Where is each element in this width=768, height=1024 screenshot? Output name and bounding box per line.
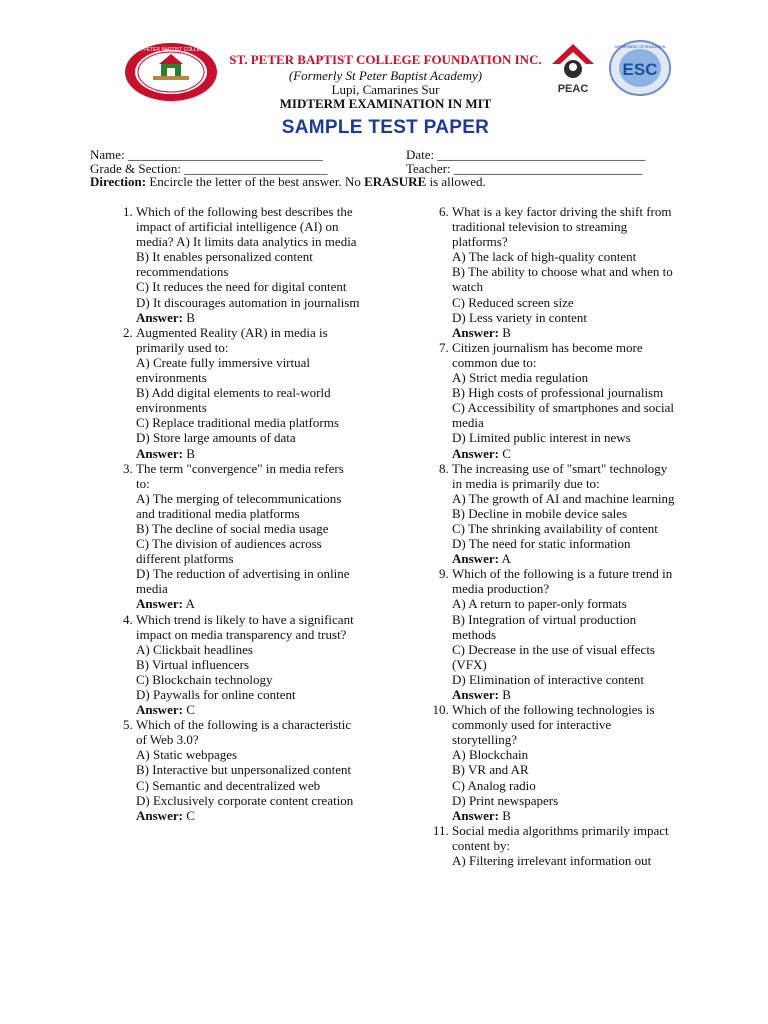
answer-option[interactable]: A) Strict media regulation: [452, 370, 589, 386]
answer-label: Answer:: [452, 687, 499, 702]
answer-option[interactable]: B) Integration of virtual production methods: [452, 611, 637, 642]
answer-option[interactable]: C) The shrinking availability of content: [452, 520, 658, 536]
question-text: Which trend is likely to have a significant impact on media transparency and trust?: [136, 611, 354, 642]
answer-key: [136, 310, 360, 325]
answer-key: [452, 551, 678, 566]
questions-left-column: [110, 204, 360, 823]
exam-title: MIDTERM EXAMINATION IN MIT: [279, 96, 492, 111]
answer-option[interactable]: C) Accessibility of smartphones and social media: [452, 400, 675, 431]
answer-option[interactable]: C) Reduced screen size: [452, 294, 574, 310]
answer-option[interactable]: B) Decline in mobile device sales: [452, 505, 628, 521]
answer-option[interactable]: D) It discourages automation in journalism: [136, 294, 360, 310]
answer-option[interactable]: A) Blockchain: [452, 747, 529, 763]
direction-label: Direction:: [90, 174, 147, 189]
peac-logo-text: PEAC: [557, 83, 589, 95]
answer-value: B: [498, 687, 511, 702]
answer-option[interactable]: D) Limited public interest in news: [452, 430, 631, 446]
college-seal-logo: [123, 42, 219, 102]
answer-option[interactable]: A) The merging of telecommunications and traditional media platforms: [136, 490, 342, 521]
erasure-word: ERASURE: [364, 174, 427, 189]
question-item: [136, 717, 360, 823]
name-field[interactable]: Name: ______________________________: [90, 147, 323, 162]
page-title: SAMPLE TEST PAPER: [281, 117, 490, 138]
answer-value: B: [182, 445, 195, 461]
answer-key: [452, 687, 678, 702]
answer-key: [452, 446, 678, 461]
answer-option[interactable]: B) The decline of social media usage: [136, 520, 329, 536]
answer-key: [136, 446, 360, 461]
answer-label: Answer:: [136, 702, 183, 718]
question-text: Social media algorithms primarily impact content by:: [452, 822, 669, 853]
question-text: Citizen journalism has become more common due to:: [452, 339, 643, 370]
question-item: [452, 461, 678, 567]
question-item: [452, 204, 678, 340]
answer-label: Answer:: [136, 445, 183, 461]
answer-option[interactable]: B) The ability to choose what and when to watch: [452, 264, 673, 295]
question-text: Which of the following is a characteristic of Web 3.0?: [136, 717, 352, 748]
answer-value: B: [498, 807, 511, 823]
answer-label: Answer:: [136, 309, 183, 325]
answer-option[interactable]: D) The reduction of advertising in online media: [136, 566, 350, 597]
answer-option[interactable]: A) Clickbait headlines: [136, 641, 253, 657]
answer-key: [452, 808, 678, 823]
answer-label: Answer:: [452, 445, 499, 461]
answer-key: [136, 596, 360, 611]
question-text: What is a key factor driving the shift from traditional television to streaming platforms?: [452, 204, 672, 250]
answer-option[interactable]: A) Filtering irrelevant information out: [452, 853, 652, 869]
answer-option[interactable]: C) Blockchain technology: [136, 671, 273, 687]
answer-option[interactable]: C) It reduces the need for digital content: [136, 279, 347, 295]
question-list-right: [426, 204, 678, 868]
question-text: Which of the following technologies is commonly used for interactive storytelling?: [452, 702, 655, 748]
answer-option[interactable]: B) Add digital elements to real-world environments: [136, 385, 331, 416]
question-item: [452, 702, 678, 823]
question-text: Which of the following best describes the impact of artificial intelligence (AI) on media? A) It limits data analytics in media: [136, 204, 357, 250]
answer-option[interactable]: B) VR and AR: [452, 762, 529, 778]
answer-option[interactable]: C) The division of audiences across different platforms: [136, 536, 322, 567]
question-text: The term "convergence" in media refers to:: [136, 460, 344, 491]
answer-value: A: [498, 551, 511, 567]
question-item: [136, 612, 360, 718]
question-text: Which of the following is a future trend in media production?: [452, 566, 673, 597]
answer-option[interactable]: D) Less variety in content: [452, 309, 588, 325]
answer-option[interactable]: A) Static webpages: [136, 747, 238, 763]
answer-option[interactable]: D) Elimination of interactive content: [452, 671, 645, 687]
question-item: [452, 823, 678, 868]
answer-option[interactable]: B) Virtual influencers: [136, 656, 250, 672]
answer-option[interactable]: D) Paywalls for online content: [136, 687, 296, 702]
answer-option[interactable]: B) High costs of professional journalism: [452, 385, 664, 401]
questions-right-column: [426, 204, 678, 868]
answer-value: C: [498, 445, 511, 461]
answer-label: Answer:: [136, 807, 183, 823]
peac-logo: [546, 42, 600, 96]
direction-text-1: Encircle the letter of the best answer. No: [146, 174, 365, 189]
answer-label: Answer:: [452, 324, 499, 340]
question-text: The increasing use of "smart" technology in media is primarily due to:: [452, 460, 668, 491]
answer-option[interactable]: C) Analog radio: [452, 777, 536, 793]
answer-option[interactable]: A) A return to paper-only formats: [452, 596, 627, 612]
answer-option[interactable]: C) Decrease in the use of visual effects (VFX): [452, 641, 655, 672]
school-former-name: (Formerly St Peter Baptist Academy): [288, 68, 483, 83]
answer-value: C: [182, 702, 195, 718]
answer-option[interactable]: C) Semantic and decentralized web: [136, 777, 321, 793]
answer-option[interactable]: A) Create fully immersive virtual environments: [136, 354, 311, 386]
question-text: Augmented Reality (AR) in media is primarily used to:: [136, 324, 328, 355]
question-item: [136, 461, 360, 612]
answer-option[interactable]: C) Replace traditional media platforms: [136, 415, 339, 431]
school-location: Lupi, Camarines Sur: [331, 82, 440, 97]
answer-option[interactable]: D) Print newspapers: [452, 792, 559, 808]
question-item: [136, 204, 360, 325]
answer-value: B: [498, 324, 511, 340]
answer-option[interactable]: B) Interactive but unpersonalized content: [136, 762, 352, 778]
question-item: [452, 340, 678, 461]
answer-value: B: [182, 309, 195, 325]
school-name: ST. PETER BAPTIST COLLEGE FOUNDATION INC.: [229, 52, 542, 67]
answer-label: Answer:: [452, 807, 499, 823]
esc-logo-text: ESC: [622, 60, 658, 79]
question-item: [452, 566, 678, 702]
answer-option[interactable]: D) The need for static information: [452, 536, 631, 552]
answer-key: [136, 808, 360, 823]
direction-text-2: is allowed.: [426, 174, 486, 189]
seal-ring-text: ST. PETER BAPTIST COLLEGE: [134, 47, 208, 53]
answer-key: [136, 702, 360, 717]
teacher-field[interactable]: Teacher: _____________________________: [406, 161, 643, 176]
answer-value: C: [182, 807, 195, 823]
direction-line: [90, 174, 486, 190]
esc-ring-text: DEPARTMENT OF EDUCATION: [614, 45, 666, 49]
answer-option[interactable]: D) Store large amounts of data: [136, 430, 296, 446]
answer-option[interactable]: D) Exclusively corporate content creation: [136, 792, 354, 808]
answer-key: [452, 325, 678, 340]
answer-label: Answer:: [136, 596, 183, 612]
answer-label: Answer:: [452, 551, 499, 567]
answer-option[interactable]: B) It enables personalized content recommendations: [136, 249, 313, 280]
esc-logo: [608, 40, 672, 96]
grade-section-field[interactable]: Grade & Section: ______________________: [90, 161, 328, 176]
question-item: [136, 325, 360, 461]
date-field[interactable]: Date: ________________________________: [406, 147, 646, 162]
answer-value: A: [182, 596, 195, 612]
answer-option[interactable]: A) The lack of high-quality content: [452, 249, 637, 265]
question-list-left: [110, 204, 360, 823]
answer-option[interactable]: A) The growth of AI and machine learning: [452, 490, 675, 506]
